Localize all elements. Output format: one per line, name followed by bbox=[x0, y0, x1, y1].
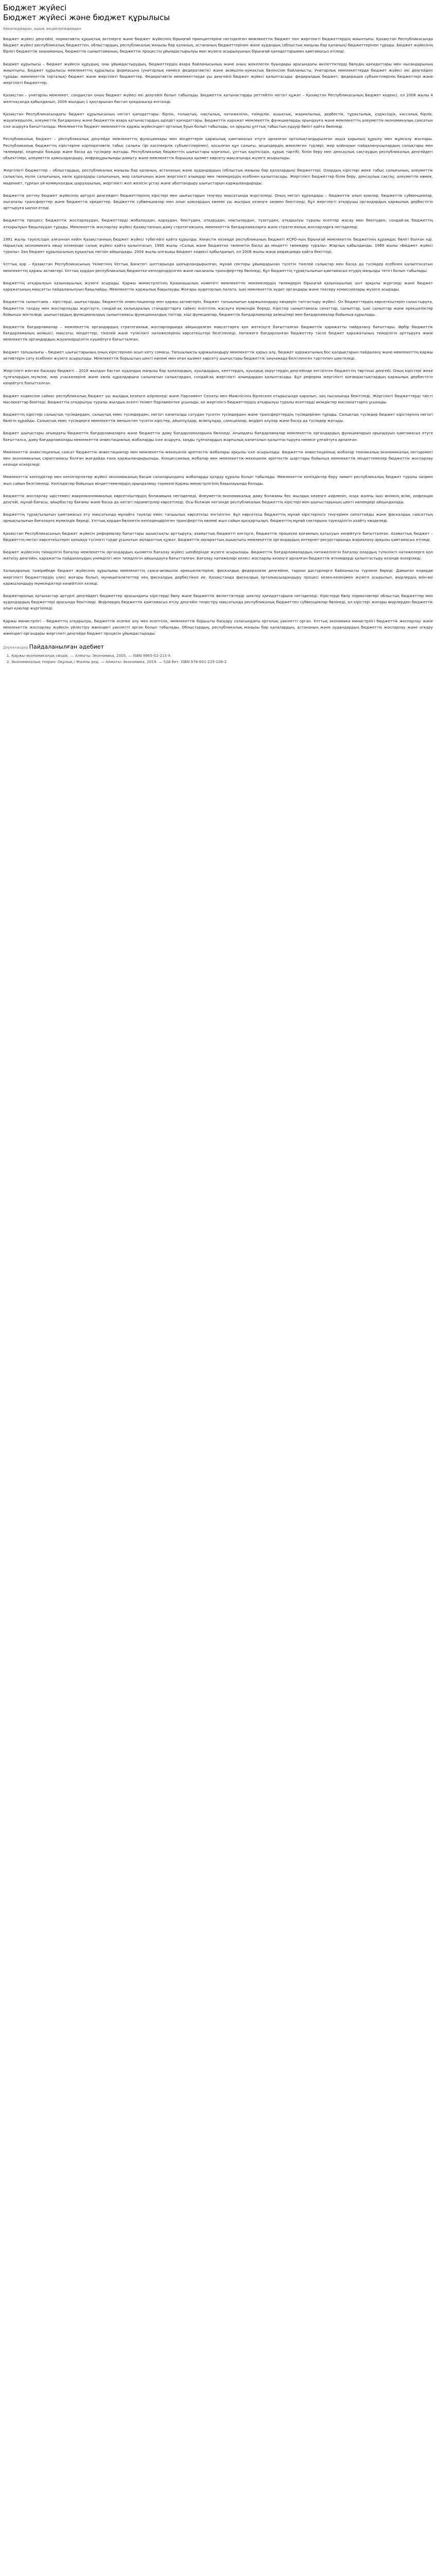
paragraph: Қаржы министрлігі – бюджеттің атқарылуы, бюджеттік есепке алу мен есептілік, мемлекеттік борышты басқару саласындағы орталық уәкілетті орган. Ұлттық экономика министрлігі бюджеттік жоспарлау және мемлекеттік жоспарлау жүйесін үйлестіру жөніндегі уәкілетті орган болып табылады. Облыстардың, республикалық маңызы бар қалалардың, астананың және аудандардың бюджеттік жоспарлау және атқару жөніндегі органдары жергілікті деңгейде бюджет процесін ұйымдастырады. bbox=[3, 618, 433, 636]
paragraph: Қазақстан Республикасының бюджет жүйесін реформалау бағыттары ашықтықты арттыруға, азаматтық бюджетті енгізуге, бюджеттік процеске қоғамның қатысуын кеңейтуге бағытталған. Азаматтық бюджет – бюджеттің негізгі көрсеткіштерін халыққа түсінікті түрде ұсынатын ақпараттық құжат. Бюджеттік ақпараттың ашықтығы мемлекеттік органдардың интернет-ресурстарында жариялану арқылы қамтамасыз етіледі. bbox=[3, 531, 433, 542]
source-note: Уикипедиядан, ашық энциклопедиядан bbox=[3, 26, 81, 31]
paragraph: Бюджет құрылысы – бюджет жүйесін құрудың, оны ұйымдастырудың, бюджеттердің өзара байланысының және оның жекелеген буындары арасындағы өкілеттіктерді бөлудің қағидаттары мен нысандарының жиынтығы. Бюджет құрылысы мемлекеттің құрылысы формасына (унитарлық немесе федеративтік) және әкімшілік-аумақтық бөлінісіне байланысты. Унитарлық мемлекеттерде бюджет жүйесі екі деңгейден тұрады: мемлекеттік (орталық) бюджет және жергілікті бюджеттер. Федеративтік мемлекеттерде үш деңгейлі бюджет жүйесі қалыптасады: федералдық бюджет, федерация субъектілерінің бюджеттері және жергілікті бюджеттер. bbox=[3, 61, 433, 86]
article bbox=[0, 0, 436, 665]
paragraph: Мемлекеттік кепілдіктер мен кепілгерліктер жүйесі экономиканың басым салаларындағы жобаларды қолдау құралы болып табылады. Мемлекеттік кепілдіктер беру лимиті республикалық бюджет туралы заңмен жыл сайын белгіленеді. Кепілдіктер бойынша міндеттемелердің орындалмау тәуекелі Қаржы министрлігінің бақылауында болады. bbox=[3, 474, 433, 486]
references-list bbox=[3, 653, 433, 665]
reference-item: 2. Экономикалық теория: Оқулық / Жалпы ред. — Алматы: Экономика, 2019. — 528 бет. ISBN 978-601-225-108-2 bbox=[11, 659, 433, 665]
paragraph: 1991 жылы тәуелсіздік алғаннан кейін Қазақстанның бюджет жүйесі түбегейлі қайта құрылды. Кеңестік кезеңде республиканың бюджеті КСРО-ның бірыңғай мемлекеттік бюджетінің құрамдас бөлігі болған еді. Нарықтық экономикаға көшу кезеңінде салық жүйесі қайта қалыптасып, 1995 жылы «Салық және бюджетке төленетін басқа да міндетті төлемдер туралы» Жарлық қабылданды. 1999 жылы «Бюджет жүйесі туралы» Заң бюджет құрылысының құқықтық негізін айқындады. 2004 жылы алғашқы Бюджет кодексі қабылданып, ол 2008 жылы жаңа редакцияда қайта бекітілді. bbox=[3, 236, 433, 255]
paragraph: Бюджет жүйесі деңгейлі, нормативтік құқықтық актілерге және бюджет жүйесінің бірыңғай принциптеріне негізделген мемлекеттік бюджет пен жергілікті бюджеттердің жиынтығы. Қазақстан Республикасында бюджет жүйесі республикалық бюджеттен, облыстардың, республикалық маңызы бар қаланың, астананың бюджеттерінен және аудандық (облыстық маңызы бар қаланың) бюджеттерінен тұрады. Бюджет жүйесінің бірлігі бюджеттік заңнаманың, бюджеттік сыныптаманың, бюджеттік процестің ұйымдастырылуы мен жүзеге асырылуының бірыңғай қағидаттарымен қамтамасыз етіледі. bbox=[3, 37, 433, 54]
paragraph: Ұлттық қор – Қазақстан Республикасының Үкіметінің Ұлттық Банктегі шоттарында шоғырландырылған, мұнай секторы ұйымдарынан түсетін тікелей салықтар мен басқа да түсімдер есебінен қалыптасатын мемлекеттің қаржы активтері. Ұлттық қордан республикалық бюджетке кепілдендірілген және нысаналы трансферттер бөлінеді, бұл бюджеттің тұрақтылығын қамтамасыз етудің маңызды тетігі болып табылады. bbox=[3, 262, 433, 273]
paragraph: Мемлекеттік инвестициялық саясат бюджеттік инвестициялар мен мемлекеттік-жекешелік әріптестік жобалары арқылы іске асырылады. Бюджеттік инвестициялық жобалар техникалық-экономикалық негіздемесі мен экономикалық сараптамасы болған жағдайда ғана қаржыландырылады. Концессиялық жобалар мен мемлекеттік-жекешелік әріптестік шарттары бойынша мемлекеттік міндеттемелер бюджеттік жоспарлау кезінде ескеріледі. bbox=[3, 449, 433, 467]
paragraph: Қазақстан Республикасындағы бюджет құрылысының негізгі қағидаттары: бірлік, толықтық, нақтылық, нәтижелілік, тиімділік, ашықтық, жариялылық, дербестік, тұрақтылық, үздіксіздік, кассалық бірлік, жауапкершілік, әлеуметтік бағдарлану және бюджеттік өзара қатынастардың әділдігі қағидаттары. Бюджеттік қаражат мемлекеттік функцияларды орындауға және мемлекеттің әлеуметтік-экономикалық саясатын іске асыруға бағытталады. Мемлекеттік бюджет мемлекеттік қаржы жүйесіндегі орталық буын болып табылады, ол арқылы ұлттық табыстың едәуір бөлігі қайта бөлінеді. bbox=[3, 111, 433, 129]
paragraph: Халықаралық тәжірибеде бюджет жүйесінің құрылымы мемлекеттің саяси-әкімшілік ерекшеліктеріне, фискалдық федерализм деңгейіне, тарихи дәстүрлерге байланысты түрлене береді. Дамыған елдерде жергілікті бюджеттердің үлесі жоғары болып, муниципалитеттер кең фискалдық дербестікке ие. Қазақстанда фискалдық орталықсыздандыру процесі кезең-кезеңімен жүзеге асырылып, өңірлердің өзін-өзі қаржыландыру мүмкіндіктері кеңейтіліп келеді. bbox=[3, 568, 433, 586]
paragraph: Бюджеттік бағдарламалар – мемлекеттік органдардың стратегиялық жоспарларында айқындалған мақсаттарға қол жеткізуге бағытталған бюджеттік қаражатты пайдалану бағыттары. Әрбір бюджеттік бағдарламаның әкімшісі, мақсаты, міндеттері, тікелей және түпкілікті нәтижелерінің көрсеткіштері белгіленеді. Нәтижеге бағдарланған бюджеттеу тәсілі бюджет қаражатының тиімділігін арттыруға және мемлекеттік органдардың жауапкершілігін күшейтуге бағытталған. bbox=[3, 324, 433, 342]
paragraph: Бюджеттік реттеу бюджет жүйесінің әртүрлі деңгейдегі бюджеттерінің кірістері мен шығыстарын теңгеру мақсатында жүргізіледі. Оның негізгі құралдары – бюджеттік алып қоюлар, бюджеттік субвенциялар, нысаналы трансферттер және бюджеттік кредиттер. Бюджеттік субвенциялар мен алып қоюлардың көлемі үш жылдық кезеңге заңмен бекітіледі, бұл жергілікті атқарушы органдардың қаржылық дербестігін арттыруға ықпал етеді. bbox=[3, 193, 433, 211]
reference-item: 1. Қаржы-экономикалық сөздік. — Алматы: Экономика, 2005. — ISBN 9965-02-215-X bbox=[11, 653, 433, 659]
paragraph: Бюджетаралық қатынастар әртүрлі деңгейдегі бюджеттер арасындағы кірістерді бөлу және бюджеттік өкілеттіктерді шектеу қағидаттарына негізделеді. Кірістерді бөлу нормативтері облыстық бюджеттер мен аудандардың бюджеттері арасында бекітіледі. Өңірлердің бюджеттік қамтамасыз етілу деңгейін теңестіру мақсатында республикалық бюджеттен субвенциялар бөлінеді, ал кірістері жоғары өңірлерден бюджеттік алып қоюлар жүргізіледі. bbox=[3, 594, 433, 611]
paragraph: Бюджеттік процесс бюджеттік жоспарлаудан, бюджеттерді жобалаудан, қараудан, бекітуден, атқарудан, нақтылаудан, түзетуден, атқарылуы туралы есептер жасау мен бекітуден, сондай-ақ бюджеттің атқарылуын бақылаудан тұрады. Мемлекеттік жоспарлау жүйесі Қазақстанның даму стратегиясына, мемлекеттік бағдарламаларға және стратегиялық жоспарларға негізделеді. bbox=[3, 218, 433, 229]
paragraph: Бюджет жүйесінің тиімділігін бағалау мемлекеттік органдардың қызметін бағалау жүйесі шеңберінде жүзеге асырылады. Бюджеттік бағдарламалардың нәтижелілігін бағалау олардың түпкілікті нәтижелерге қол жеткізу деңгейін, қаражатты пайдаланудың үнемділігі мен тиімділігін айқындауға бағытталған. Бағалау нәтижелері келесі жоспарлы кезеңге арналған бюджеттік өтінімдерді қалыптастыру кезінде ескеріледі. bbox=[3, 549, 433, 561]
page-title: Бюджет жүйесі bbox=[3, 3, 67, 12]
references-label: Дереккөздер bbox=[3, 646, 28, 650]
references-heading bbox=[3, 643, 433, 652]
paragraph: Бюджеттің тұрақтылығын қамтамасыз ету мақсатында мұнайға тәуелді емес тапшылық көрсеткіші енгізілген. Бұл көрсеткіш бюджеттің мұнай кірістерінсіз теңгерімін сипаттайды және фискалдық саясаттың орнықтылығын бағалауға мүмкіндік береді. Ұлттық қордан бөлінетін кепілдендірілген трансферттің көлемі жыл сайын қысқартылып, бюджеттің мұнай секторына тәуелділігін азайту көзделеді. bbox=[3, 512, 433, 523]
page-subtitle: Бюджет жүйесі және бюджет құрылысы bbox=[3, 13, 170, 22]
paragraph: Бюджет шығыстары ағымдағы бюджеттік бағдарламаларға және бюджеттік даму бағдарламаларына бөлінеді. Ағымдағы бағдарламалар мемлекеттік органдардың функцияларын орындауын қамтамасыз етуге бағытталса, даму бағдарламалары мемлекеттік инвестициялық жобаларды іске асыруға, заңды тұлғалардың жарғылық капиталын қалыптастыруға немесе ұлғайтуға арналған. bbox=[3, 431, 433, 442]
paragraph: Жергілікті өзін-өзі басқару бюджеті – 2018 жылдан бастап аудандық маңызы бар қалалардың, ауылдардың, кенттердің, ауылдық округтердің деңгейінде енгізілген бюджеттің төртінші деңгейі. Оның кірістері жеке тұлғалардың мүлкіне, жер учаскелеріне және көлік құралдарына салынатын салықтардан, сондай-ақ жергілікті алымдардан қалыптасады. Бұл реформа жергілікті қоғамдастықтардың қаржылық дербестігін кеңейтуге бағытталған. bbox=[3, 368, 433, 386]
paragraph: Бюджеттік жоспарлау әдістемесі макроэкономикалық көрсеткіштердің болжамына негізделеді. Әлеуметтік-экономикалық даму болжамы бес жылдық кезеңге әзірленіп, онда жалпы ішкі өнімнің өсімі, инфляция деңгейі, мұнай бағасы, айырбастау бағамы және басқа да негізгі параметрлер көрсетіледі. Осы болжам негізінде республикалық бюджеттің кірістері мен шығыстарының шекті көлемдері айқындалады. bbox=[3, 493, 433, 504]
paragraph: Бюджеттің атқарылуын қазынашылық жүзеге асырады. Қаржы министрлігінің Қазынашылық комитеті мемлекеттік мекемелердің төлемдерін бірыңғай қазынашылық шот арқылы жүргізеді және бюджет қаражатының мақсатты пайдаланылуын бақылайды. Мемлекеттік қаржылық бақылауды Жоғары аудиторлық палата, ішкі мемлекеттік аудит органдары және тексеру комиссиялары жүзеге асырады. bbox=[3, 280, 433, 292]
paragraph: Бюджеттік сыныптама – кірістерді, шығыстарды, бюджеттік инвестициялар мен қаржы активтерін, бюджет тапшылығын қаржыландыру көздерін топтастыру жүйесі. Ол бюджеттердің көрсеткіштерін салыстыруға, бюджеттік талдау мен жоспарлауды жүргізуге, сондай-ақ халықаралық стандарттарға сәйкес есептілік жасауға мүмкіндік береді. Кірістер сыныптамасы санаттар, сыныптар, ішкі сыныптар және ерекшеліктер бойынша жіктеледі; шығыстардың функционалдық сыныптамасы функционалдық топтар, кіші функциялар, бюджеттік бағдарламалар әкімшілері мен бағдарламалар бойынша құрылады. bbox=[3, 299, 433, 317]
paragraph: Қазақстан – унитарлы мемлекет, сондықтан оның бюджет жүйесі екі деңгейлі болып табылады. Бюджеттік қатынастарды реттейтін негізгі құжат – Қазақстан Республикасының Бюджет кодексі, ол 2008 жылы 4 желтоқсанда қабылданып, 2009 жылдың 1 қаңтарынан бастап қолданысқа енгізілді. bbox=[3, 93, 433, 104]
references-heading-text: Пайдаланылған әдебиет bbox=[29, 643, 104, 651]
paragraph: Жергілікті бюджеттер – облыстардың, республикалық маңызы бар қаланың, астананың және аудандардың (облыстық маңызы бар қалалардың) бюджеттері. Олардың кірістері жеке табыс салығының, әлеуметтік салықтың, мүлік салығының, көлік құралдары салығының, жер салығының және жергілікті алымдар мен төлемдердің есебінен қалыптасады. Жергілікті бюджеттер білім беру, денсаулық сақтау, әлеуметтік көмек, мәдениет, тұрғын үй-коммуналдық шаруашылық, жергілікті жол желісін ұстау және абаттандыру шығыстарын қаржыландырады. bbox=[3, 168, 433, 185]
paragraph: Бюджет тапшылығы – бюджет шығыстарының оның кірістерінен асып кету сомасы. Тапшылықты қаржыландыру мемлекеттік қарыз алу, бюджет қаражатының бос қалдықтарын пайдалану және мемлекеттің қаржы активтерін сату есебінен жүзеге асырылады. Мемлекеттік борыштың шекті көлемі мен оған қызмет көрсету шығыстары бюджеттік заңнамада белгіленген тәртіппен шектеледі. bbox=[3, 349, 433, 361]
paragraph: Бюджеттің кірістері салықтық түсімдерден, салықтық емес түсімдерден, негізгі капиталды сатудан түсетін түсімдерден және трансферттердің түсімдерінен тұрады. Салықтық түсімдер бюджет кірістерінің негізгі бөлігін құрайды. Салықтық емес түсімдерге мемлекеттік меншіктен түсетін кірістер, айыппұлдар, өсімпұлдар, санкциялар, өндіріп алулар және басқа да түсімдер жатады. bbox=[3, 412, 433, 423]
article-body bbox=[3, 36, 433, 637]
paragraph: Республикалық бюджет – республикалық деңгейде мемлекеттің функциялары мен міндеттерін қаржылық қамтамасыз етуге арналған орталықтандырылған ақша қорының құрылу мен жұмсалу жоспары. Республикалық бюджеттің кірістеріне корпоративтік табыс салығы (ірі кәсіпкерлік субъектілерінен), қосылған құн салығы, акциздердің жекелеген түрлері, жер қойнауын пайдаланушылардың салықтары мен төлемдері, кедендік баждар және басқа да түсімдер жатады. Республикалық бюджеттің шығыстары қорғаныс, ұлттық қауіпсіздік, құқық тәртібі, білім беру мен денсаулық сақтаудың республикалық деңгейдегі объектілері, әлеуметтік қамсыздандыру, инфрақұрылымды дамыту және мемлекеттік борышқа қызмет көрсету мақсатында жүзеге асырылады. bbox=[3, 137, 433, 161]
paragraph: Бюджет кодексіне сәйкес республикалық бюджет үш жылдық кезеңге әзірленеді және Парламент Сенаты мен Мәжілісінің бірлескен отырысында қаралып, заң нысанында бекітіледі. Жергілікті бюджеттерді тиісті мәслихаттар бекітеді. Бюджеттің атқарылуы туралы жылдық есепті Үкімет Парламентке ұсынады, ал жергілікті бюджеттердің атқарылуы туралы есептерді әкімдіктер мәслихаттарға ұсынады. bbox=[3, 393, 433, 404]
